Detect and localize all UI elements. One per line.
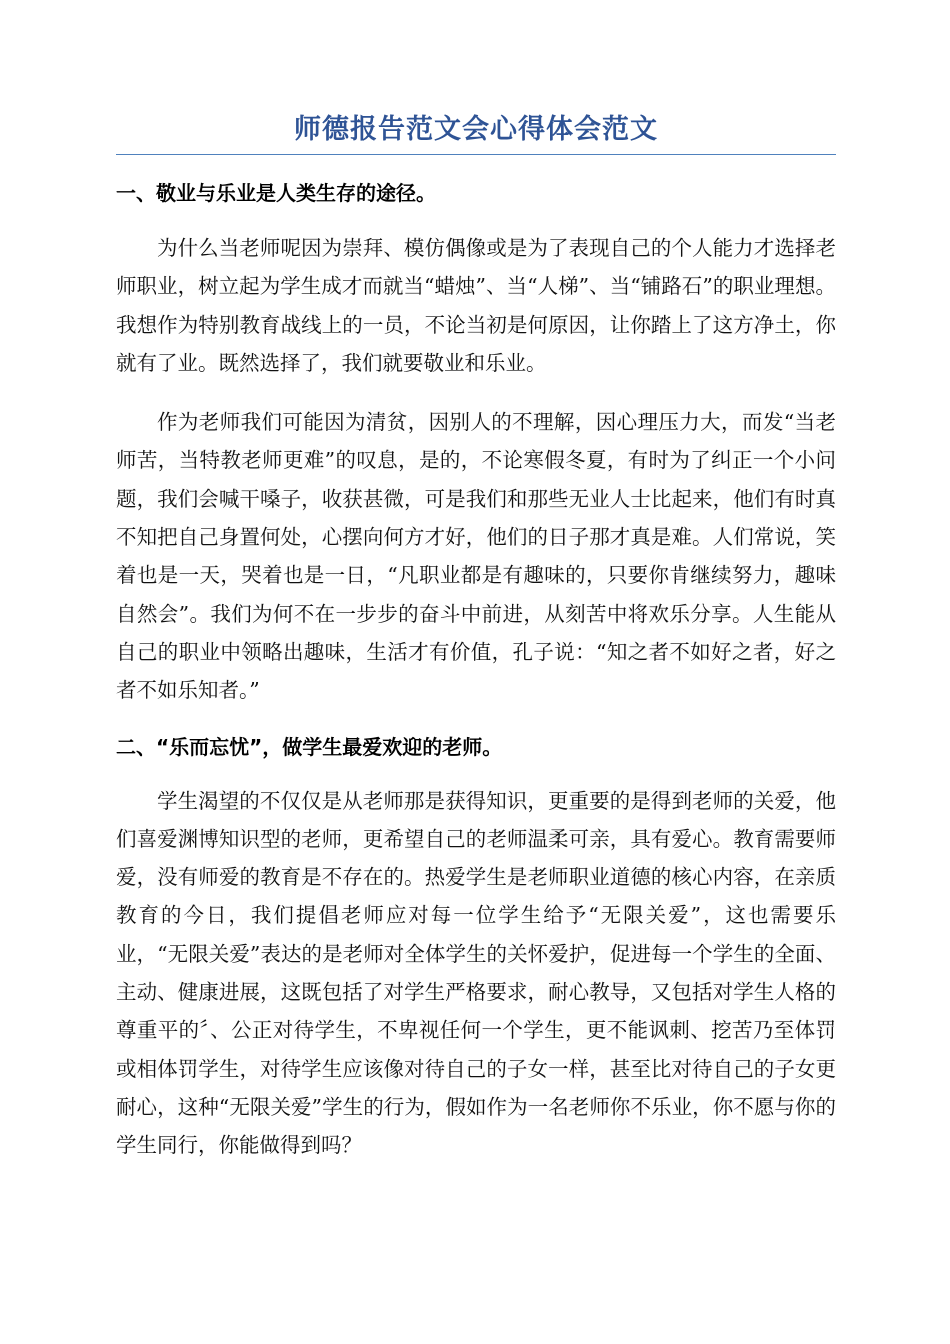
section-heading-2: 二、“乐而忘忧”，做学生最爱欢迎的老师。 <box>116 734 503 759</box>
paragraph: 作为老师我们可能因为清贫，因别人的不理解，因心理压力大，而发“当老师苦，当特教老师更难”的叹息，是的，不论寒假冬夏，有时为了纠正一个小问题，我们会喊干嗓子，收获甚微，可是我们和那些无业人士比起来，他们有时真不知把自己身置何处，心摆向何方才好，他们的日子那才真是难。人们常说，笑着也是一天，哭着也是一日，“凡职业都是有趣味的，只要你肯继续努力，趣味自然会”。我们为何不在一步步的奋斗中前进，从刻苦中将欢乐分享。人生能从自己的职业中领略出趣味，生活才有价值，孔子说：“知之者不如好之者，好之者不如乐知者。” <box>116 410 836 703</box>
paragraph: 学生渴望的不仅仅是从老师那是获得知识，更重要的是得到老师的关爱，他们喜爱渊博知识型的老师，更希望自己的老师温柔可亲，具有爱心。教育需要师爱，没有师爱的教育是不存在的。热爱学生是老师职业道德的核心内容，在亲质教育的今日，我们提倡老师应对每一位学生给予“无限关爱”，这也需要乐业，“无限关爱”表达的是老师对全体学生的关怀爱护，促进每一个学生的全面、主动、健康进展，这既包括了对学生严格要求，耐心教导，又包括对学生人格的尊重平的〞、公正对待学生，不卑视任何一个学生，更不能讽刺、挖苦乃至体罚或相体罚学生，对待学生应该像对待自己的子女一样，甚至比对待自己的子女更耐心，这种“无限关爱”学生的行为，假如作为一名老师你不乐业，你不愿与你的学生同行，你能做得到吗？ <box>116 788 836 1158</box>
paragraph: 为什么当老师呢因为崇拜、模仿偶像或是为了表现自己的个人能力才选择老师职业，树立起为学生成才而就当“蜡烛”、当“人梯”、当“铺路石”的职业理想。我想作为特别教育战线上的一员，不论当初是何原因，让你踏上了这方净土，你就有了业。既然选择了，我们就要敬业和乐业。 <box>116 236 836 375</box>
document-body <box>116 110 836 1165</box>
document-title: 师德报告范文会心得体会范文 <box>116 110 836 155</box>
section-heading-1: 一、敬业与乐业是人类生存的途径。 <box>116 181 436 205</box>
